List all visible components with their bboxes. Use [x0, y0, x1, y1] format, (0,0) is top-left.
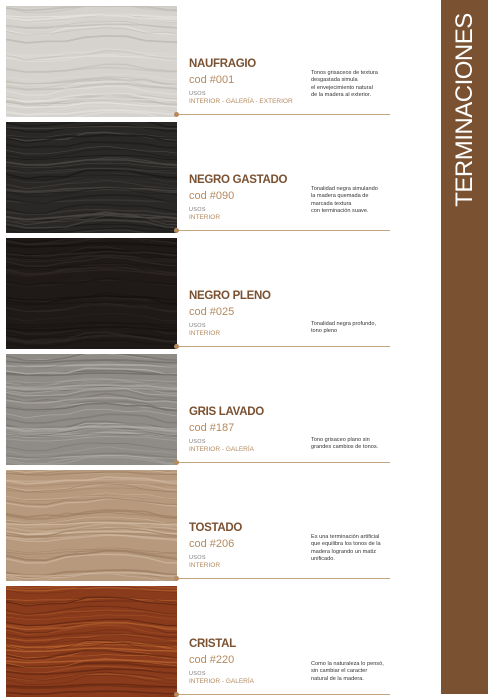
description-line: de la madera al exterior.: [311, 92, 372, 99]
divider-dot: [174, 692, 179, 697]
finish-code: cod #220: [189, 654, 235, 666]
finish-code: cod #206: [189, 538, 235, 550]
finish-item: [0, 6, 420, 118]
divider-dot: [174, 460, 179, 465]
finish-description: [311, 70, 403, 100]
finish-swatch-image: [6, 238, 177, 349]
usos-label: USOS: [189, 671, 206, 677]
description-line: Tono grisaceo plano sin: [311, 437, 370, 443]
finish-description: [311, 437, 403, 452]
finish-description: [311, 321, 403, 336]
finish-code: cod #187: [189, 422, 235, 434]
usos-value: INTERIOR - GALERÍA - EXTERIOR: [189, 98, 293, 105]
finish-name: CRISTAL: [189, 638, 236, 650]
finish-name: NEGRO GASTADO: [189, 174, 288, 186]
divider-dot: [174, 576, 179, 581]
usos-value: INTERIOR: [189, 330, 221, 337]
finish-code: cod #001: [189, 74, 235, 86]
finish-swatch-image: [6, 586, 177, 697]
finish-swatch-image: [6, 122, 177, 233]
finish-code: cod #090: [189, 190, 235, 202]
description-line: sin cambiar el caracter: [311, 668, 368, 675]
divider-dot: [174, 344, 179, 349]
divider-rule: [177, 694, 390, 695]
usos-label: USOS: [189, 323, 206, 329]
finish-description: [311, 534, 403, 564]
description-line: Tonalidad negra simulando: [311, 186, 378, 192]
divider-rule: [177, 346, 390, 347]
description-line: Tonalidad negra profundo,: [311, 321, 376, 327]
description-line: natural de la madera.: [311, 675, 364, 682]
description-line: Como la naturaleza lo pensó,: [311, 661, 384, 667]
divider-dot: [174, 112, 179, 117]
usos-label: USOS: [189, 555, 206, 561]
description-line: la madera quemada de: [311, 193, 369, 200]
usos-value: INTERIOR - GALERÍA: [189, 446, 255, 453]
finish-description: [311, 661, 403, 683]
finish-swatch-image: [6, 470, 177, 581]
finish-code: cod #025: [189, 306, 235, 318]
finish-name: GRIS LAVADO: [189, 406, 264, 418]
finish-item: [0, 238, 420, 350]
finish-description: [311, 186, 403, 216]
finish-swatch-image: [6, 354, 177, 465]
divider-dot: [174, 228, 179, 233]
description-line: Tonos grisaceos de textura: [311, 70, 378, 76]
description-line: grandes cambios de tonos.: [311, 444, 379, 451]
divider-rule: [177, 230, 390, 231]
divider-rule: [177, 462, 390, 463]
divider-rule: [177, 114, 390, 115]
finish-name: NAUFRAGIO: [189, 58, 256, 70]
usos-label: USOS: [189, 207, 206, 213]
description-line: desgastada simula: [311, 77, 358, 84]
usos-value: INTERIOR: [189, 214, 221, 221]
finish-item: [0, 586, 420, 698]
finish-item: [0, 470, 420, 582]
description-line: con terminación suave.: [311, 208, 369, 215]
sidebar-title: TERMINACIONES: [451, 13, 478, 207]
finish-swatch-image: [6, 6, 177, 117]
finish-item: [0, 122, 420, 234]
usos-label: USOS: [189, 439, 206, 445]
description-line: unificado.: [311, 556, 335, 563]
description-line: marcada textura: [311, 200, 352, 207]
divider-rule: [177, 578, 390, 579]
description-line: el envejecimiento natural: [311, 84, 373, 91]
usos-label: USOS: [189, 91, 206, 97]
usos-value: INTERIOR: [189, 562, 221, 569]
finish-name: NEGRO PLENO: [189, 290, 271, 302]
finish-item: [0, 354, 420, 466]
usos-value: INTERIOR - GALERÍA: [189, 678, 255, 685]
description-line: madera logrando un matiz: [311, 548, 376, 555]
finish-name: TOSTADO: [189, 522, 243, 534]
description-line: Es una terminación artificial: [311, 534, 380, 540]
description-line: tono pleno: [311, 328, 338, 335]
description-line: que equilibra los tonos de la: [311, 541, 381, 548]
